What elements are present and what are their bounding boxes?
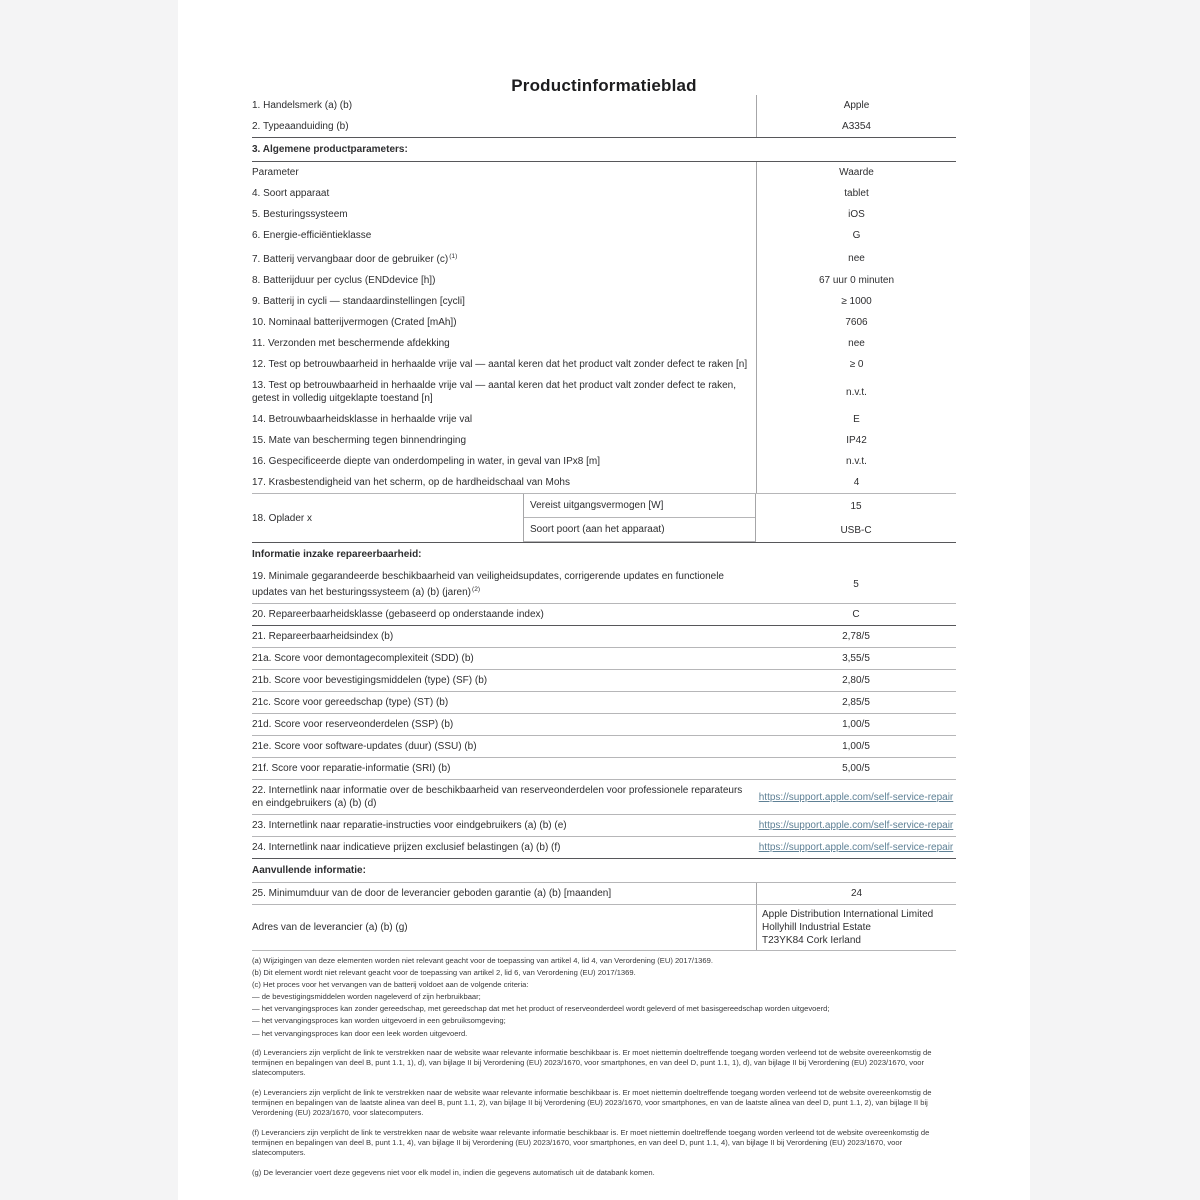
sub-row-label: Soort poort (aan het apparaat) bbox=[524, 517, 755, 540]
row-label: 21a. Score voor demontagecomplexiteit (SDD) (b) bbox=[252, 653, 474, 664]
table-row-handelsmerk bbox=[252, 95, 956, 116]
table-row-repareerbaarheidsindex bbox=[252, 626, 956, 648]
row-label: 21b. Score voor bevestigingsmiddelen (type) (SF) (b) bbox=[252, 675, 488, 686]
supplier-address bbox=[756, 905, 956, 950]
table-row-beschermende-afdekking bbox=[252, 333, 956, 354]
table-row-parameter-header bbox=[252, 162, 956, 183]
row-value: E bbox=[756, 409, 956, 430]
footnote-e: (e) Leveranciers zijn verplicht de link te verstrekken naar de website waar relevante informatie beschikbaar is. Er moet niettemin doeltreffende toegang worden verleend tot de website overeenkomstig de termijnen en bepalingen van de laatste alinea van deel B, punt 1.1, 2), van bijlage II bij Verordening (EU) 2023/1670, voor smartphones, en van de laatste alinea van deel D, punt 1.1, 2), van bijlage II bij Verordening (EU) 2023/1670, voor slatecomputers. bbox=[252, 1088, 932, 1117]
row-label: 6. Energie-efficiëntieklasse bbox=[252, 230, 372, 241]
oplader-values bbox=[756, 494, 956, 542]
row-label: 18. Oplader x bbox=[252, 512, 313, 524]
row-label: 21. Repareerbaarheidsindex (b) bbox=[252, 631, 394, 642]
row-label: 13. Test op betrouwbaarheid in herhaalde vrije val — aantal keren dat het product valt zonder defect te raken, getest in volledig uitgeklapte toestand [n] bbox=[252, 380, 737, 404]
row-value: ≥ 1000 bbox=[756, 291, 956, 312]
row-value: ≥ 0 bbox=[756, 354, 956, 375]
product-information-sheet bbox=[252, 0, 956, 1178]
row-label-text: 19. Minimale gegarandeerde beschikbaarheid van veiligheidsupdates, corrigerende updates en functionele updates van het besturingssysteem (a) (b) (jaren) bbox=[252, 571, 724, 598]
table-row-besturingssysteem bbox=[252, 204, 956, 225]
sub-row-value: 15 bbox=[850, 500, 862, 512]
row-value: A3354 bbox=[756, 116, 956, 137]
row-label: 10. Nominaal batterijvermogen (Crated [mAh]) bbox=[252, 317, 457, 328]
table-row-batterijduur bbox=[252, 270, 956, 291]
address-line: Apple Distribution International Limited bbox=[762, 909, 934, 920]
section-header-label: Aanvullende informatie: bbox=[252, 865, 366, 876]
sub-row-label: Vereist uitgangsvermogen [W] bbox=[530, 500, 664, 511]
table-row-krasbestendigheid bbox=[252, 472, 956, 493]
page-title: Productinformatieblad bbox=[511, 76, 697, 95]
table-row-adres-leverancier bbox=[252, 905, 956, 951]
footnote-c: (c) Het proces voor het vervangen van de batterij voldoet aan de volgende criteria: bbox=[252, 980, 529, 990]
row-label: 17. Krasbestendigheid van het scherm, op de hardheidschaal van Mohs bbox=[252, 477, 570, 488]
row-value: n.v.t. bbox=[756, 375, 956, 409]
row-label-text: 7. Batterij vervangbaar door de gebruiker (c) bbox=[252, 254, 449, 265]
footnote-c-criterion: — het vervangingsproces kan worden uitgevoerd in een gebruiksomgeving; bbox=[252, 1016, 506, 1026]
table-row-repareerbaarheidsklasse bbox=[252, 604, 956, 626]
section-header-algemene-productparameters bbox=[252, 137, 956, 162]
row-label bbox=[252, 566, 756, 603]
row-value: 5 bbox=[853, 579, 859, 590]
table-row-score-sri bbox=[252, 758, 956, 780]
row-value: iOS bbox=[756, 204, 956, 225]
row-value: tablet bbox=[756, 183, 956, 204]
footnote-a: (a) Wijzigingen van deze elementen worden niet relevant geacht voor de toepassing van artikel 4, lid 4, van Verordening (EU) 2017/1369. bbox=[252, 956, 713, 965]
section-header-label: Informatie inzake repareerbaarheid: bbox=[252, 549, 422, 560]
row-value: 1,00/5 bbox=[842, 741, 870, 752]
row-label: 4. Soort apparaat bbox=[252, 188, 330, 199]
row-value: 2,80/5 bbox=[842, 675, 870, 686]
row-value: G bbox=[756, 225, 956, 246]
table-row-score-sf bbox=[252, 670, 956, 692]
row-label: 21d. Score voor reserveonderdelen (SSP) (b) bbox=[252, 719, 454, 730]
row-label: 8. Batterijduur per cyclus (ENDdevice [h]) bbox=[252, 275, 436, 286]
row-value: 4 bbox=[756, 472, 956, 493]
row-label: 5. Besturingssysteem bbox=[252, 209, 348, 220]
row-label: 11. Verzonden met beschermende afdekking bbox=[252, 338, 450, 349]
footnote-c-criterion: — het vervangingsproces kan door een leek worden uitgevoerd. bbox=[252, 1028, 468, 1038]
row-label: 20. Repareerbaarheidsklasse (gebaseerd op onderstaande index) bbox=[252, 609, 544, 620]
row-label: 25. Minimumduur van de door de leverancier geboden garantie (a) (b) [maanden] bbox=[252, 888, 612, 899]
row-value: C bbox=[852, 609, 860, 620]
sub-row-value: USB-C bbox=[840, 524, 872, 536]
footnote-g: (g) De leverancier voert deze gegevens niet voor elk model in, indien die gegevens automatisch uit de databank komen. bbox=[252, 1167, 655, 1177]
row-label: Adres van de leverancier (a) (b) (g) bbox=[252, 922, 408, 933]
row-value: 24 bbox=[756, 883, 956, 904]
row-label: 21e. Score voor software-updates (duur) (SSU) (b) bbox=[252, 741, 477, 752]
row-label: 15. Mate van bescherming tegen binnendringing bbox=[252, 435, 467, 446]
row-value: 7606 bbox=[756, 312, 956, 333]
column-header-waarde: Waarde bbox=[756, 162, 956, 183]
self-service-repair-link[interactable]: https://support.apple.com/self-service-repair bbox=[758, 820, 954, 831]
row-label: 12. Test op betrouwbaarheid in herhaalde vrije val — aantal keren dat het product valt zonder defect te raken [n] bbox=[252, 359, 748, 370]
table-row-score-st bbox=[252, 692, 956, 714]
table-row-bescherming-binnendringing bbox=[252, 430, 956, 451]
address-line: T23YK84 Cork Ierland bbox=[762, 935, 861, 946]
table-row-betrouwbaarheidsklasse bbox=[252, 409, 956, 430]
row-label: 2. Typeaanduiding (b) bbox=[252, 121, 349, 132]
self-service-repair-link[interactable]: https://support.apple.com/self-service-repair bbox=[758, 842, 954, 853]
footnote-superscript: (1) bbox=[449, 253, 458, 260]
table-row-onderdompeling bbox=[252, 451, 956, 472]
row-value: 2,78/5 bbox=[842, 631, 870, 642]
table-row-energieklasse bbox=[252, 225, 956, 246]
row-value: nee bbox=[756, 333, 956, 354]
row-value: 67 uur 0 minuten bbox=[756, 270, 956, 291]
footnote-d: (d) Leveranciers zijn verplicht de link te verstrekken naar de website waar relevante informatie beschikbaar is. Er moet niettemin doeltreffende toegang worden verleend tot de website overeenkomstig de termijnen en bepalingen van deel B, punt 1.1, 1), d), van bijlage II bij Verordening (EU) 2023/1670, voor smartphones, en van deel D, punt 1.1, 1), d), van bijlage II bij Verordening (EU) 2023/1670, voor slatecomputers. bbox=[252, 1048, 932, 1078]
row-label: 9. Batterij in cycli — standaardinstellingen [cycli] bbox=[252, 296, 465, 307]
row-label: 24. Internetlink naar indicatieve prijzen exclusief belastingen (a) (b) (f) bbox=[252, 842, 561, 853]
table-row-score-sdd bbox=[252, 648, 956, 670]
table-row-typeaanduiding bbox=[252, 116, 956, 137]
row-value: 5,00/5 bbox=[842, 763, 870, 774]
row-label: 23. Internetlink naar reparatie-instructies voor eindgebruikers (a) (b) (e) bbox=[252, 820, 567, 831]
table-row-link-reparatie-instructies bbox=[252, 815, 956, 837]
row-label: 16. Gespecificeerde diepte van onderdompeling in water, in geval van IPx8 [m] bbox=[252, 456, 600, 467]
row-label: 14. Betrouwbaarheidsklasse in herhaalde vrije val bbox=[252, 414, 473, 425]
table-row-valtest bbox=[252, 354, 956, 375]
table-row-beschikbaarheid-updates bbox=[252, 566, 956, 604]
footnotes bbox=[252, 951, 956, 1178]
footnote-c-criterion: — de bevestigingsmiddelen worden nageleverd of zijn herbruikbaar; bbox=[252, 992, 481, 1002]
table-row-valtest-uitgeklapt bbox=[252, 375, 956, 409]
table-row-soort-apparaat bbox=[252, 183, 956, 204]
footnote-f: (f) Leveranciers zijn verplicht de link te verstrekken naar de website waar relevante informatie beschikbaar is. Er moet niettemin doeltreffende toegang worden verleend tot de website overeenkomstig de termijnen en bepalingen van deel B, punt 1.1, 4), van bijlage II bij Verordening (EU) 2023/1670, voor smartphones, en van deel D, punt 1.1, 4), van bijlage II bij Verordening (EU) 2023/1670, voor slatecomputers. bbox=[252, 1127, 930, 1157]
row-value: nee bbox=[756, 246, 956, 270]
table-row-batterij-cycli bbox=[252, 291, 956, 312]
row-value: Apple bbox=[756, 95, 956, 116]
row-label: 21f. Score voor reparatie-informatie (SRI) (b) bbox=[252, 763, 451, 774]
row-value: 1,00/5 bbox=[842, 719, 870, 730]
table-row-score-ssp bbox=[252, 714, 956, 736]
table-row-link-reserveonderdelen bbox=[252, 780, 956, 815]
row-label: 21c. Score voor gereedschap (type) (ST) (b) bbox=[252, 697, 449, 708]
table-row-garantie bbox=[252, 883, 956, 905]
row-value: 3,55/5 bbox=[842, 653, 870, 664]
address-line: Hollyhill Industrial Estate bbox=[762, 922, 871, 933]
table-row-oplader bbox=[252, 493, 956, 542]
section-header-aanvullende-informatie bbox=[252, 858, 956, 883]
row-label: 22. Internetlink naar informatie over de beschikbaarheid van reserveonderdelen voor professionele reparateurs en eindgebruikers (a) (b) (d) bbox=[252, 785, 743, 809]
section-header-repareerbaarheid bbox=[252, 542, 956, 566]
footnote-c-criterion: — het vervangingsproces kan zonder gereedschap, met gereedschap dat met het product of reserveonderdeel wordt geleverd of met basisgereedschap worden uitgevoerd; bbox=[252, 1004, 830, 1014]
column-header-parameter: Parameter bbox=[252, 167, 299, 178]
footnote-b: (b) Dit element wordt niet relevant geacht voor de toepassing van artikel 2, lid 6, van Verordening (EU) 2017/1369. bbox=[252, 968, 636, 978]
table-row-batterij-vervangbaar bbox=[252, 246, 956, 270]
document-sheet bbox=[178, 0, 1030, 1200]
row-value: 2,85/5 bbox=[842, 697, 870, 708]
row-label bbox=[252, 246, 756, 270]
row-label: 1. Handelsmerk (a) (b) bbox=[252, 100, 353, 111]
self-service-repair-link[interactable]: https://support.apple.com/self-service-repair bbox=[758, 791, 954, 803]
table-row-score-ssu bbox=[252, 736, 956, 758]
table-row-link-prijzen bbox=[252, 837, 956, 858]
oplader-sub-table bbox=[523, 494, 756, 542]
row-value: IP42 bbox=[756, 430, 956, 451]
row-value: n.v.t. bbox=[756, 451, 956, 472]
section-header-label: 3. Algemene productparameters: bbox=[252, 144, 408, 155]
footnote-superscript: (2) bbox=[472, 586, 481, 593]
table-row-batterijvermogen bbox=[252, 312, 956, 333]
